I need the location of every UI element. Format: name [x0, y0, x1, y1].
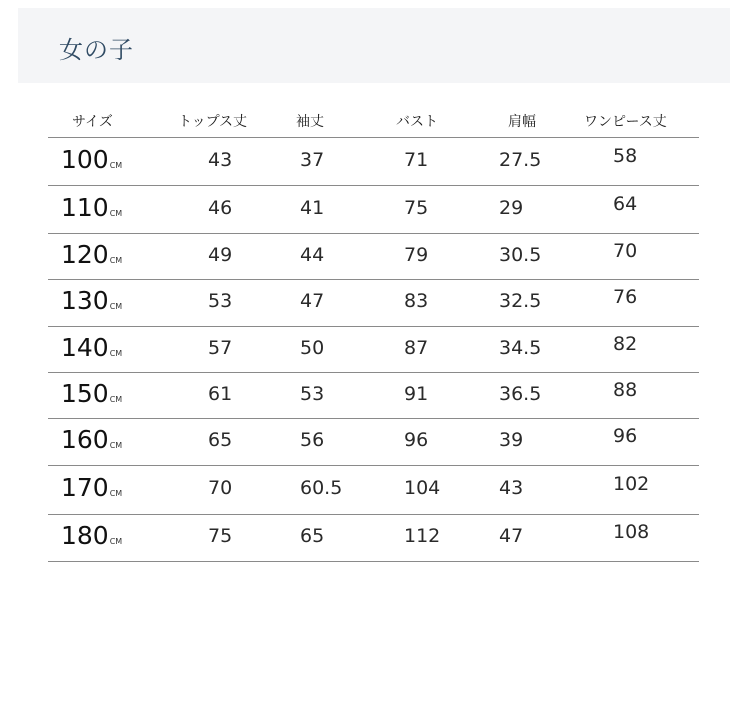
bust-value: 104: [404, 477, 441, 499]
size-value: [61, 333, 122, 362]
size-number: 100: [61, 145, 109, 174]
tops-length-value: 43: [208, 149, 233, 171]
size-number: 140: [61, 333, 109, 362]
dress-length-value: 88: [613, 379, 638, 401]
tops-length-value: 70: [208, 477, 233, 499]
shoulder-width-value: 43: [499, 477, 524, 499]
tops-length-value: 57: [208, 337, 233, 359]
table-row: [48, 327, 699, 373]
shoulder-width-value: 30.5: [499, 244, 542, 266]
size-number: 180: [61, 521, 109, 550]
size-value: [61, 379, 122, 408]
table-header-row: [48, 105, 699, 138]
sleeve-length-value: 50: [300, 337, 325, 359]
size-value: [61, 521, 122, 550]
dress-length-value: 70: [613, 240, 638, 262]
bust-value: 87: [404, 337, 429, 359]
tops-length-value: 46: [208, 197, 233, 219]
shoulder-width-value: 27.5: [499, 149, 542, 171]
table-row: [48, 280, 699, 327]
size-number: 160: [61, 425, 109, 454]
tops-length-value: 75: [208, 525, 233, 547]
dress-length-value: 58: [613, 145, 638, 167]
table-row: [48, 515, 699, 562]
dress-length-value: 102: [613, 473, 650, 495]
size-value: [61, 286, 122, 315]
size-unit: CM: [109, 209, 123, 218]
shoulder-width-value: 29: [499, 197, 524, 219]
size-unit: CM: [109, 537, 123, 546]
dress-length-value: 108: [613, 521, 650, 543]
size-unit: CM: [109, 302, 123, 311]
header-tops-length: トップス丈: [178, 114, 248, 130]
size-number: 130: [61, 286, 109, 315]
bust-value: 91: [404, 383, 429, 405]
dress-length-value: 82: [613, 333, 638, 355]
size-unit: CM: [109, 349, 123, 358]
sleeve-length-value: 47: [300, 290, 325, 312]
dress-length-value: 76: [613, 286, 638, 308]
size-unit: CM: [109, 161, 123, 170]
shoulder-width-value: 36.5: [499, 383, 542, 405]
dress-length-value: 96: [613, 425, 638, 447]
shoulder-width-value: 34.5: [499, 337, 542, 359]
size-value: [61, 473, 122, 502]
shoulder-width-value: 39: [499, 429, 524, 451]
header-size: サイズ: [72, 114, 113, 130]
dress-length-value: 64: [613, 193, 638, 215]
title-banner: [18, 8, 730, 83]
tops-length-value: 61: [208, 383, 233, 405]
sleeve-length-value: 65: [300, 525, 325, 547]
header-sleeve-length: 袖丈: [296, 114, 324, 130]
sleeve-length-value: 37: [300, 149, 325, 171]
sleeve-length-value: 56: [300, 429, 325, 451]
bust-value: 96: [404, 429, 429, 451]
bust-value: 79: [404, 244, 429, 266]
size-unit: CM: [109, 395, 123, 404]
table-row: [48, 186, 699, 234]
sleeve-length-value: 44: [300, 244, 325, 266]
table-row: [48, 373, 699, 419]
size-table: [48, 105, 699, 562]
shoulder-width-value: 47: [499, 525, 524, 547]
tops-length-value: 65: [208, 429, 233, 451]
size-unit: CM: [109, 256, 123, 265]
table-row: [48, 419, 699, 466]
table-row: [48, 466, 699, 515]
sleeve-length-value: 60.5: [300, 477, 343, 499]
header-bust: バスト: [396, 114, 438, 130]
bust-value: 75: [404, 197, 429, 219]
page-title: 女の子: [59, 36, 134, 64]
sleeve-length-value: 53: [300, 383, 325, 405]
size-number: 150: [61, 379, 109, 408]
bust-value: 71: [404, 149, 429, 171]
shoulder-width-value: 32.5: [499, 290, 542, 312]
size-unit: CM: [109, 489, 123, 498]
tops-length-value: 53: [208, 290, 233, 312]
header-dress-length: ワンピース丈: [584, 114, 667, 130]
bust-value: 83: [404, 290, 429, 312]
size-number: 170: [61, 473, 109, 502]
table-row: [48, 138, 699, 186]
size-unit: CM: [109, 441, 123, 450]
size-number: 120: [61, 240, 109, 269]
table-body: [48, 138, 699, 562]
tops-length-value: 49: [208, 244, 233, 266]
size-number: 110: [61, 193, 109, 222]
size-value: [61, 193, 122, 222]
size-value: [61, 240, 122, 269]
table-row: [48, 234, 699, 280]
bust-value: 112: [404, 525, 441, 547]
size-value: [61, 425, 122, 454]
header-shoulder-width: 肩幅: [508, 114, 536, 130]
sleeve-length-value: 41: [300, 197, 325, 219]
size-value: [61, 145, 122, 174]
